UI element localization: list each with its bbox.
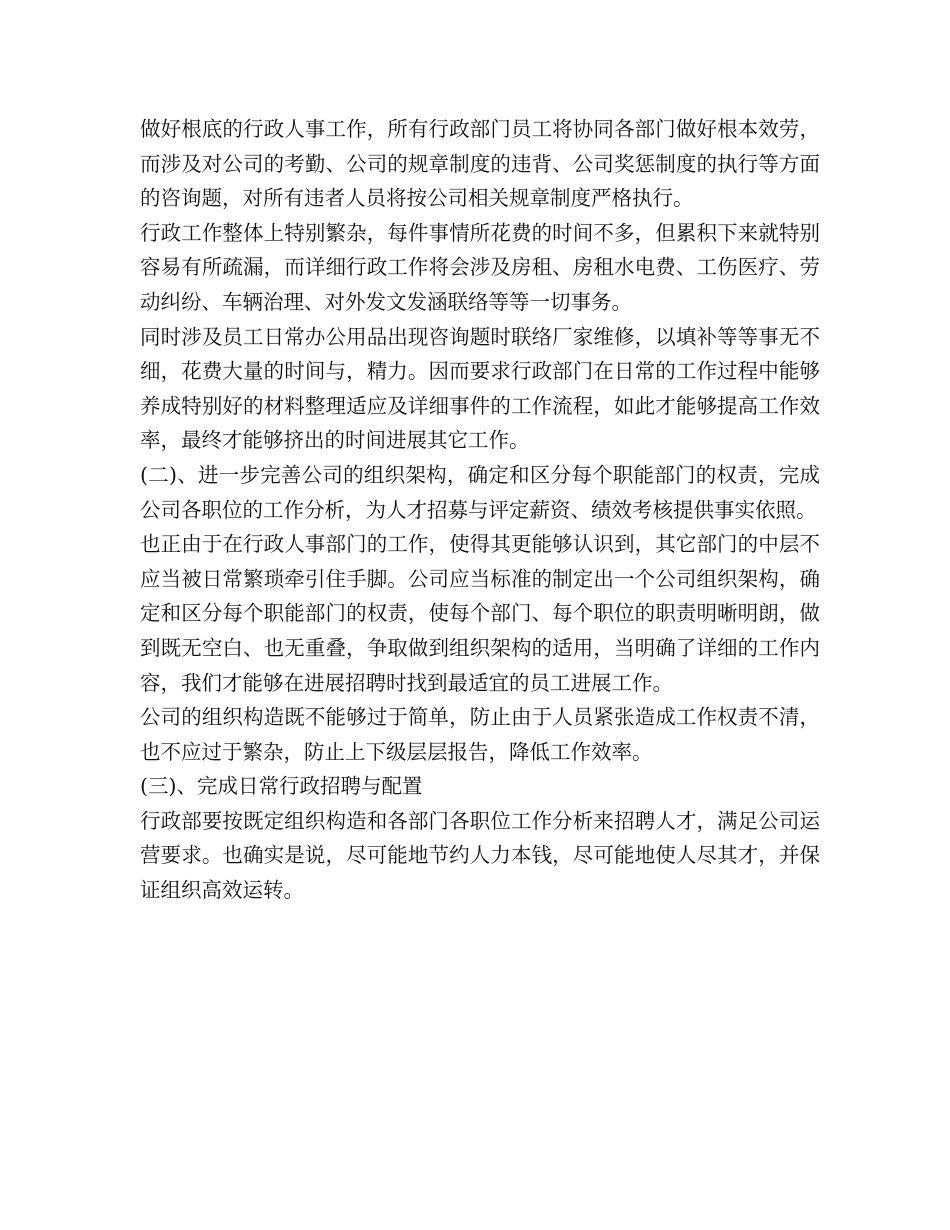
document-body [140, 112, 820, 908]
paragraph-5: 也正由于在行政人事部门的工作，使得其更能够认识到，其它部门的中层不应当被日常繁琐牵引住手脚。公司应当标准的制定出一个公司组织架构，确定和区分每个职能部门的权责，使每个部门、每个职位的职责明晰明朗，做到既无空白、也无重叠，争取做到组织架构的适用，当明确了详细的工作内容，我们才能够在进展招聘时找到最适宜的员工进展工作。 [140, 532, 820, 695]
paragraph-1: 做好根底的行政人事工作，所有行政部门员工将协同各部门做好根本效劳，而涉及对公司的考勤、公司的规章制度的违背、公司奖惩制度的执行等方面的咨询题，对所有违者人员将按公司相关规章制度严格执行。 [140, 117, 820, 211]
paragraph-3: 同时涉及员工日常办公用品出现咨询题时联络厂家维修，以填补等等事无不细，花费大量的时间与，精力。因而要求行政部门在日常的工作过程中能够养成特别好的材料整理适应及详细事件的工作流程，如此才能够提高工作效率，最终才能够挤出的时间进展其它工作。 [140, 324, 820, 453]
paragraph-8: 行政部要按既定组织构造和各部门各职位工作分析来招聘人才，满足公司运营要求。也确实是说，尽可能地节约人力本钱，尽可能地使人尽其才，并保证组织高效运转。 [140, 808, 820, 903]
paragraph-2: 行政工作整体上特别繁杂，每件事情所花费的时间不多，但累积下来就特别容易有所疏漏，而详细行政工作将会涉及房租、房租水电费、工伤医疗、劳动纠纷、车辆治理、对外发文发涵联络等等一切事务。 [140, 220, 820, 314]
section-heading-2: (二)、进一步完善公司的组织架构，确定和区分每个职能部门的权责，完成公司各职位的工作分析，为人才招募与评定薪资、绩效考核提供事实依照。 [140, 462, 820, 522]
section-heading-3: (三)、完成日常行政招聘与配置 [140, 774, 423, 799]
paragraph-6: 公司的组织构造既不能够过于简单，防止由于人员紧张造成工作权责不清，也不应过于繁杂，防止上下级层层报告，降低工作效率。 [140, 705, 820, 764]
